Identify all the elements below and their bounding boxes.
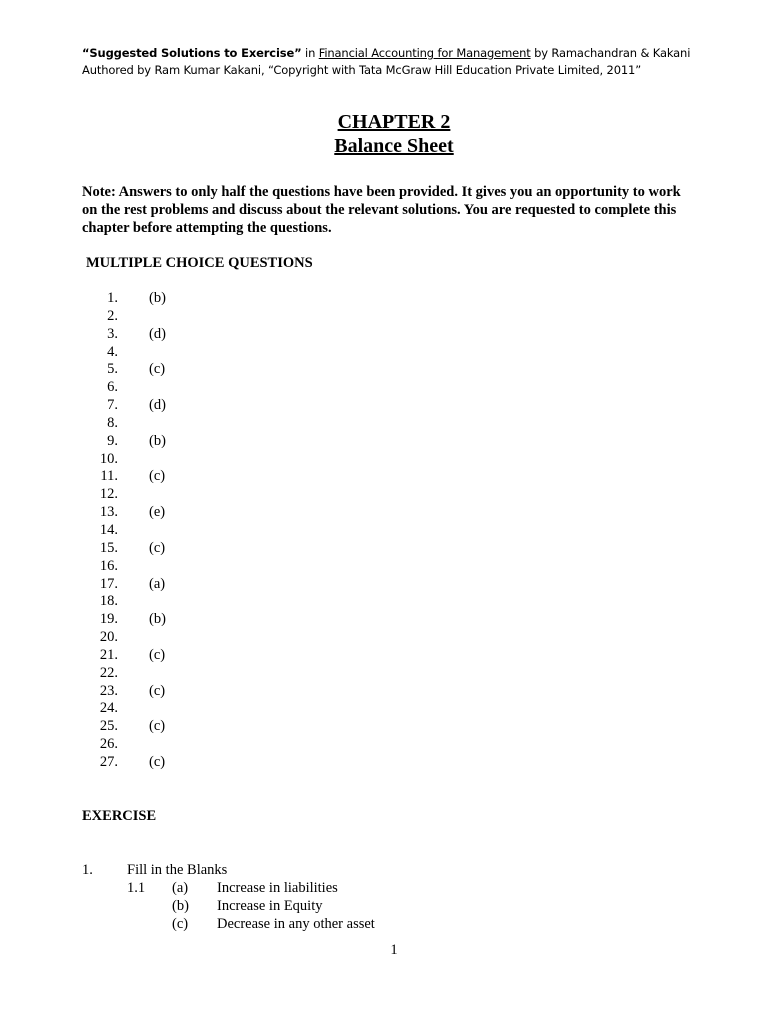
mcq-item — [0, 344, 200, 362]
mcq-number: 8. — [107, 414, 118, 431]
mcq-answer: (e) — [149, 504, 166, 521]
mcq-item — [0, 451, 200, 469]
mcq-item — [0, 665, 200, 683]
mcq-item — [0, 326, 200, 344]
mcq-number: 18. — [99, 593, 118, 610]
page-number: 1 — [390, 942, 398, 958]
mcq-item — [0, 415, 200, 433]
mcq-item — [0, 558, 200, 576]
mcq-number: 21. — [99, 646, 118, 663]
mcq-item — [0, 433, 200, 451]
mcq-item — [0, 397, 200, 415]
exercise-sub-number: 1.1 — [127, 880, 146, 896]
mcq-item — [0, 522, 200, 540]
option-label: (a) — [172, 880, 189, 896]
option-text: Decrease in any other asset — [217, 916, 375, 932]
header-in-text: in — [301, 46, 319, 60]
mcq-answer: (c) — [149, 361, 166, 378]
mcq-number: 10. — [99, 450, 118, 467]
mcq-number: 5. — [107, 361, 118, 378]
note-paragraph — [82, 183, 722, 237]
exercise-item-title: Fill in the Blanks — [127, 862, 228, 878]
chapter-number: CHAPTER 2 — [337, 111, 451, 133]
mcq-item — [0, 611, 200, 629]
mcq-number: 6. — [107, 379, 118, 396]
mcq-item — [0, 379, 200, 397]
mcq-item — [0, 700, 200, 718]
mcq-number: 11. — [100, 468, 118, 485]
mcq-item — [0, 718, 200, 736]
mcq-item — [0, 308, 200, 326]
mcq-number: 27. — [99, 753, 118, 770]
note-line: Note: Answers to only half the questions have been provided. It gives you an opportunity to work — [82, 184, 681, 200]
mcq-item — [0, 540, 200, 558]
mcq-item — [0, 468, 200, 486]
mcq-number: 23. — [99, 682, 118, 699]
exercise-heading: EXERCISE — [82, 808, 157, 824]
mcq-number: 4. — [107, 343, 118, 360]
mcq-answer: (c) — [149, 646, 166, 663]
mcq-number: 24. — [99, 700, 118, 717]
mcq-item — [0, 754, 200, 772]
mcq-item — [0, 361, 200, 379]
mcq-answer: (d) — [149, 397, 166, 414]
mcq-number: 16. — [99, 557, 118, 574]
mcq-number: 3. — [107, 325, 118, 342]
mcq-number: 7. — [107, 397, 118, 414]
mcq-answer: (b) — [149, 611, 166, 628]
mcq-answer: (c) — [149, 468, 166, 485]
mcq-item — [0, 593, 200, 611]
mcq-number: 19. — [99, 611, 118, 628]
mcq-item — [0, 504, 200, 522]
mcq-number: 15. — [99, 539, 118, 556]
header-book-title: Financial Accounting for Management — [318, 46, 531, 60]
note-line: on the rest problems and discuss about the relevant solutions. You are requested to complete this — [82, 202, 677, 218]
option-text: Increase in liabilities — [217, 880, 338, 896]
mcq-answer: (c) — [149, 539, 166, 556]
mcq-item — [0, 736, 200, 754]
mcq-number: 25. — [99, 718, 118, 735]
header-authors: by Ramachandran & Kakani — [530, 46, 691, 60]
mcq-heading: MULTIPLE CHOICE QUESTIONS — [86, 255, 313, 271]
mcq-answer: (a) — [149, 575, 166, 592]
header-line-2: Authored by Ram Kumar Kakani, “Copyright with Tata McGraw Hill Education Private Limited, 2011” — [82, 63, 642, 77]
mcq-number: 26. — [99, 736, 118, 753]
chapter-title: Balance Sheet — [334, 135, 454, 157]
mcq-answer: (c) — [149, 753, 166, 770]
mcq-item — [0, 647, 200, 665]
mcq-answer-list — [0, 290, 200, 772]
note-line: chapter before attempting the questions. — [82, 220, 332, 236]
option-label: (b) — [172, 898, 189, 914]
mcq-answer: (b) — [149, 290, 166, 306]
mcq-number: 20. — [99, 629, 118, 646]
mcq-number: 2. — [107, 307, 118, 324]
header-solutions-title: “Suggested Solutions to Exercise” — [82, 46, 302, 60]
option-text: Increase in Equity — [217, 898, 323, 914]
mcq-answer: (c) — [149, 718, 166, 735]
mcq-item — [0, 576, 200, 594]
mcq-answer: (c) — [149, 682, 166, 699]
mcq-number: 9. — [107, 432, 118, 449]
mcq-number: 13. — [99, 504, 118, 521]
mcq-item — [0, 683, 200, 701]
mcq-number: 14. — [99, 521, 118, 538]
mcq-number: 1. — [107, 290, 118, 306]
mcq-item — [0, 629, 200, 647]
mcq-number: 12. — [99, 486, 118, 503]
document-header — [82, 45, 690, 79]
mcq-answer: (b) — [149, 432, 166, 449]
mcq-answer: (d) — [149, 325, 166, 342]
mcq-number: 17. — [99, 575, 118, 592]
exercise-item-number: 1. — [82, 862, 93, 878]
mcq-item — [0, 486, 200, 504]
option-label: (c) — [172, 916, 189, 932]
header-line-1 — [82, 45, 690, 62]
mcq-number: 22. — [99, 664, 118, 681]
mcq-item — [0, 290, 200, 308]
